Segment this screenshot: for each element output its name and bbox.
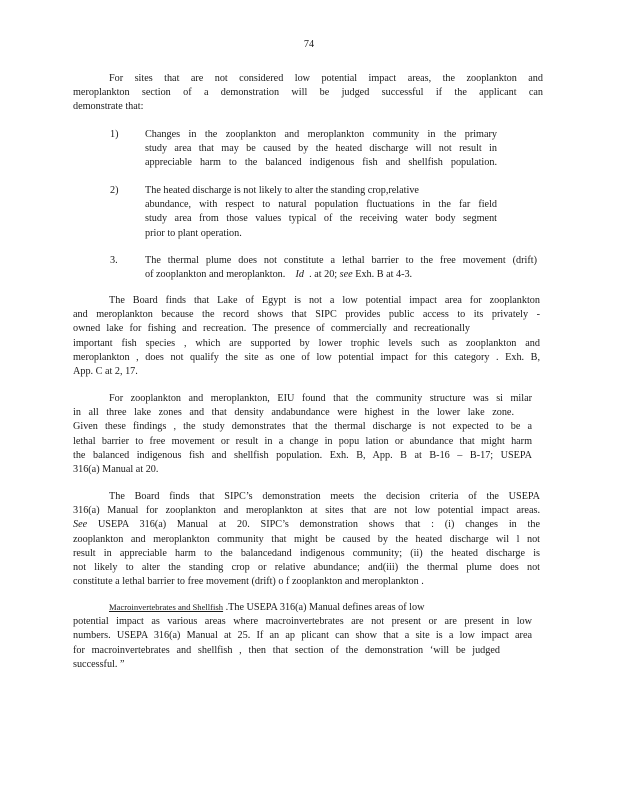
citation-mid: . at 20; (309, 269, 338, 281)
text-line: study area from those values typical of the receiving water body segment (145, 213, 497, 225)
board-finding-lake-paragraph (73, 294, 540, 379)
list-text (145, 128, 497, 171)
text-line: potential impact as various areas where macroinvertebrates are not present or are present in low (73, 616, 532, 628)
text-line: study area that may be caused by the heated discharge will not result in (145, 143, 497, 155)
text-line: constitute a lethal barrier to free movement (drift) o f zooplankton and meroplankton . (73, 576, 424, 588)
citation-pre: of zooplankton and meroplankton. (145, 269, 286, 281)
text-line: meroplankton , does not qualify the site as one of low potential impact for this category . Exh. B, (73, 351, 540, 363)
text-line: Changes in the zooplankton and meroplankton community in the primary (145, 129, 497, 140)
intro-paragraph (73, 72, 543, 115)
see-signal: See (73, 519, 88, 531)
text-line: for macroinvertebrates and shellfish , then that section of the demonstration ‘will be judged (73, 644, 500, 656)
text-line: 316(a) Manual at 20. (73, 464, 159, 476)
text-line: The Board finds that Lake of Egypt is not a low potential impact area for zooplankton (109, 295, 540, 306)
list-text (145, 184, 497, 241)
text-line (73, 518, 540, 532)
text-line: prior to plant operation. (145, 227, 242, 239)
text-line: and meroplankton because the record shows that SIPC provides public access to its privately - (73, 309, 540, 321)
text-line: The thermal plume does not constitute a lethal barrier to the free movement (drift) (145, 255, 537, 266)
text-line: demonstrate that: (73, 101, 144, 113)
text-line: in all three lake zones and that density andabundance were highest in the lower lake zone. (73, 407, 514, 419)
text-line: abundance, with respect to natural population fluctuations in the far field (145, 199, 497, 211)
text-line: numbers. USEPA 316(a) Manual at 25. If an ap plicant can show that a site is a low impact area (73, 630, 532, 642)
text-line: For sites that are not considered low potential impact areas, the zooplankton and (109, 73, 543, 84)
text-line: successful. ” (73, 658, 125, 670)
section-heading: Macroinvertebrates and Shellfish (109, 602, 224, 612)
text-fragment: .The USEPA 316(a) Manual defines areas of low (225, 602, 425, 613)
list-number: 2) (110, 185, 119, 196)
text-line (73, 600, 532, 615)
list-number: 1) (110, 129, 119, 140)
text-line: App. C at 2, 17. (73, 366, 138, 378)
text-line: result in appreciable harm to the balancedand indigenous community; (ii) the heated discharge is (73, 547, 540, 559)
text-line: appreciable harm to the balanced indigenous fish and shellfish population. (145, 157, 497, 169)
text-line: Given these findings , the study demonstrates that the thermal discharge is not expected to be a (73, 421, 532, 433)
page-number: 74 (303, 39, 315, 50)
list-text (145, 254, 537, 282)
text-line: 316(a) Manual for zooplankton and meroplankton at sites that are not low potential impact areas. (73, 505, 540, 517)
text-line: important fish species , which are supported by lower trophic levels such as zooplankton and (73, 337, 540, 349)
see-signal: see (339, 269, 353, 281)
text-line: not likely to alter the standing crop or relative abundance; and(iii) the thermal plume does not (73, 562, 540, 574)
text-line: lethal barrier to free movement or result in a change in popu lation or abundance that might harm (73, 435, 532, 447)
text-line (145, 268, 537, 282)
text-fragment: USEPA 316(a) Manual at 20. SIPC’s demonstration shows that : (i) changes in the (97, 519, 540, 531)
citation-post: Exh. B at 4-3. (355, 269, 413, 281)
text-line: The heated discharge is not likely to alter the standing crop,relative (145, 185, 419, 196)
eiu-findings-paragraph (73, 392, 532, 477)
text-line: meroplankton section of a demonstration will be judged successful if the applicant can (73, 87, 543, 99)
list-number: 3. (110, 255, 118, 266)
board-finding-demonstration-paragraph (73, 490, 540, 589)
macroinvertebrates-paragraph (73, 600, 532, 672)
id-citation: Id (295, 269, 305, 281)
text-line: The Board finds that SIPC’s demonstration meets the decision criteria of the USEPA (109, 491, 540, 502)
text-line: the balanced indigenous fish and shellfish population. Exh. B, App. B at B-16 – B-17; USEPA (73, 449, 532, 461)
text-line: zooplankton and meroplankton community that might be caused by the heated discharge wil l not (73, 533, 540, 545)
text-line: For zooplankton and meroplankton, EIU found that the community structure was si milar (109, 393, 532, 404)
text-line: owned lake for fishing and recreation. The presence of commercially and recreationally (73, 323, 470, 335)
